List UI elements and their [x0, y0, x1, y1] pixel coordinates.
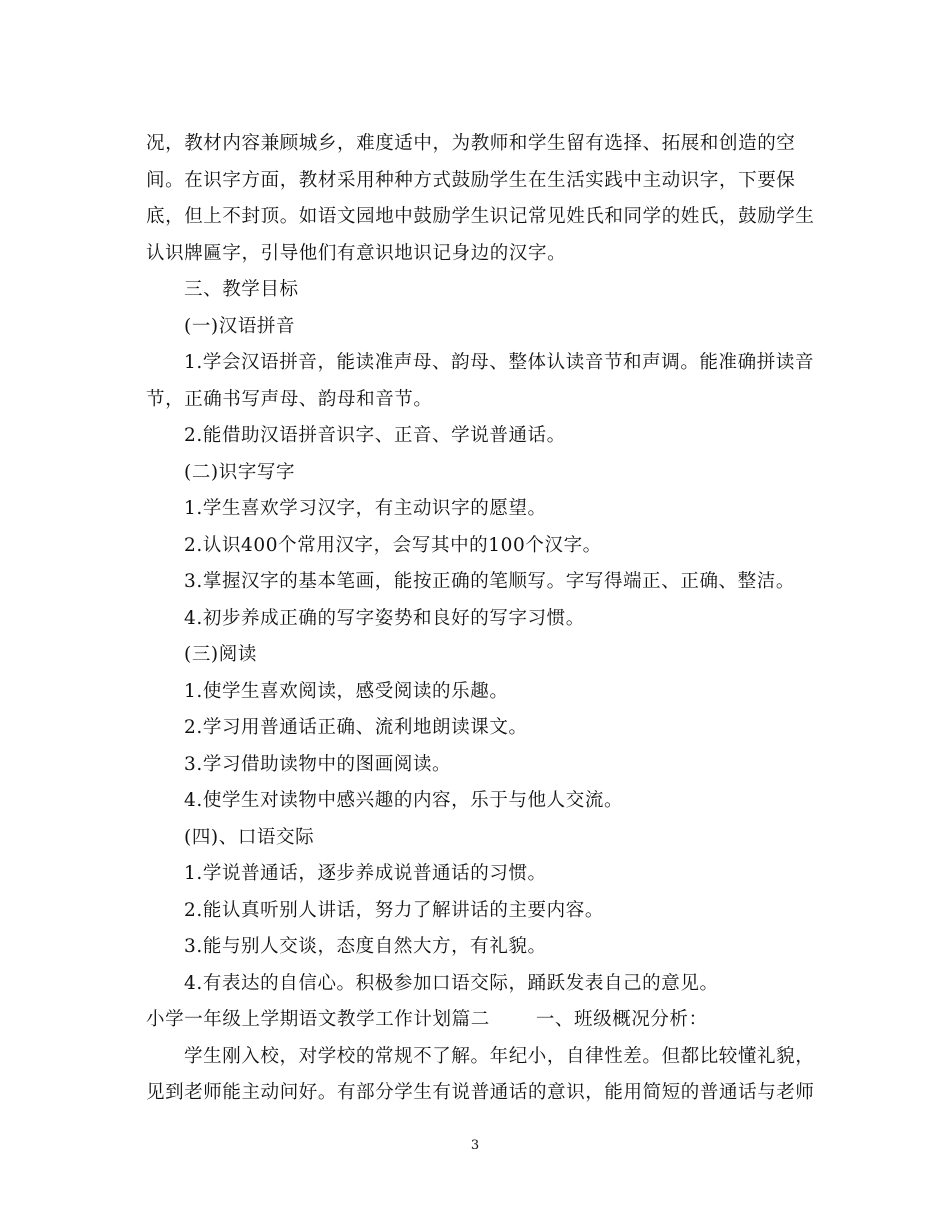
plan-two-subtitle: 一、班级概况分析：	[535, 1009, 708, 1030]
subsection-heading-literacy: (二)识字写字	[184, 462, 296, 483]
list-item: 2.能借助汉语拼音识字、正音、学说普通话。	[184, 425, 566, 446]
subsection-heading-reading: (三)阅读	[184, 644, 257, 665]
list-item-continuation: 节，正确书写声母、韵母和音节。	[146, 389, 433, 410]
list-item: 2.学习用普通话正确、流利地朗读课文。	[184, 717, 528, 738]
list-item: 1.学会汉语拼音，能读准声母、韵母、整体认读音节和声调。能准确拼读音	[184, 352, 815, 373]
body-text-line: 况，教材内容兼顾城乡，难度适中，为教师和学生留有选择、拓展和创造的空	[146, 133, 796, 154]
body-text-line: 认识牌匾字，引导他们有意识地识记身边的汉字。	[146, 243, 567, 264]
list-item: 3.掌握汉字的基本笔画，能按正确的笔顺写。字写得端正、正确、整洁。	[184, 571, 795, 592]
section-heading: 三、教学目标	[184, 279, 299, 300]
page-number: 3	[470, 1138, 480, 1153]
list-item: 2.能认真听别人讲话，努力了解讲话的主要内容。	[184, 900, 604, 921]
subsection-heading-speaking: (四)、口语交际	[184, 827, 315, 848]
list-item: 1.学说普通话，逐步养成说普通话的习惯。	[184, 863, 547, 884]
body-text-line: 间。在识字方面，教材采用种种方式鼓励学生在生活实践中主动识字，下要保	[146, 170, 796, 191]
list-item: 3.学习借助读物中的图画阅读。	[184, 754, 452, 775]
plan-two-title: 小学一年级上学期语文教学工作计划篇二	[146, 1009, 490, 1030]
list-item: 4.初步养成正确的写字姿势和良好的写字习惯。	[184, 608, 585, 629]
subsection-heading-pinyin: (一)汉语拼音	[184, 316, 296, 337]
list-item: 4.有表达的自信心。积极参加口语交际，踊跃发表自己的意见。	[184, 973, 719, 994]
body-text-line: 底，但上不封顶。如语文园地中鼓励学生识记常见姓氏和同学的姓氏，鼓励学生	[146, 206, 815, 227]
plan-two-heading	[146, 1009, 806, 1031]
list-item: 3.能与别人交谈，态度自然大方，有礼貌。	[184, 936, 547, 957]
list-item: 1.使学生喜欢阅读，感受阅读的乐趣。	[184, 681, 509, 702]
list-item: 2.认识400个常用汉字，会写其中的100个汉字。	[184, 535, 602, 556]
list-item: 4.使学生对读物中感兴趣的内容，乐于与他人交流。	[184, 790, 624, 811]
body-text-line: 学生刚入校，对学校的常规不了解。年纪小，自律性差。但都比较懂礼貌，	[184, 1046, 815, 1067]
list-item: 1.学生喜欢学习汉字，有主动识字的愿望。	[184, 498, 547, 519]
body-text-line: 见到老师能主动问好。有部分学生有说普通话的意识，能用简短的普通话与老师	[146, 1082, 815, 1103]
